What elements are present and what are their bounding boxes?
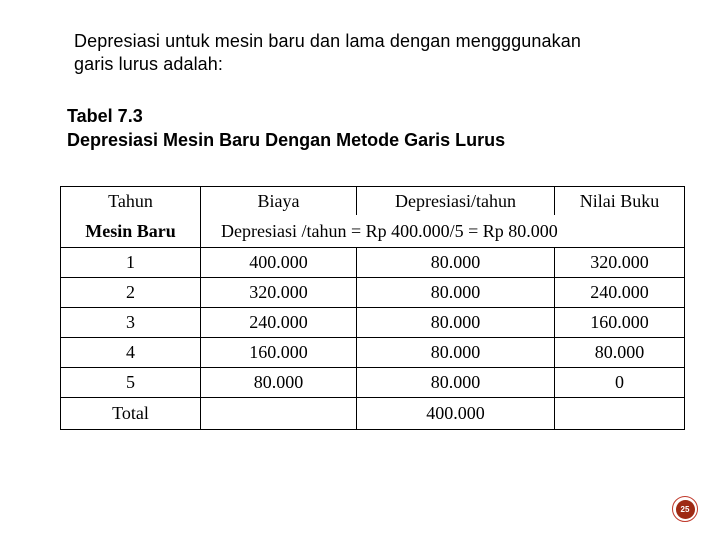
cell-biaya: 320.000 bbox=[201, 278, 357, 308]
cell-depresiasi: 80.000 bbox=[357, 278, 555, 308]
mesin-baru-row bbox=[61, 215, 685, 248]
cell-depresiasi: 80.000 bbox=[357, 248, 555, 278]
header-tahun: Tahun bbox=[61, 187, 201, 216]
cell-biaya: 400.000 bbox=[201, 248, 357, 278]
table-row bbox=[61, 368, 685, 398]
total-biaya bbox=[201, 398, 357, 430]
cell-nilai-buku: 160.000 bbox=[555, 308, 685, 338]
cell-tahun: 5 bbox=[61, 368, 201, 398]
cell-biaya: 160.000 bbox=[201, 338, 357, 368]
table-label: Tabel 7.3 bbox=[67, 106, 143, 126]
cell-tahun: 4 bbox=[61, 338, 201, 368]
intro-line-1: Depresiasi untuk mesin baru dan lama dengan mengggunakan bbox=[74, 31, 581, 51]
total-label: Total bbox=[61, 398, 201, 430]
cell-tahun: 2 bbox=[61, 278, 201, 308]
cell-nilai-buku: 0 bbox=[555, 368, 685, 398]
header-depresiasi: Depresiasi/tahun bbox=[357, 187, 555, 216]
table-row bbox=[61, 278, 685, 308]
page-number-badge bbox=[672, 496, 698, 522]
cell-depresiasi: 80.000 bbox=[357, 338, 555, 368]
cell-nilai-buku: 320.000 bbox=[555, 248, 685, 278]
cell-tahun: 3 bbox=[61, 308, 201, 338]
intro-line-2: garis lurus adalah: bbox=[74, 54, 223, 74]
table-caption bbox=[67, 104, 687, 152]
cell-depresiasi: 80.000 bbox=[357, 308, 555, 338]
header-nilai-buku: Nilai Buku bbox=[555, 187, 685, 216]
intro-text bbox=[74, 30, 674, 76]
table-title: Depresiasi Mesin Baru Dengan Metode Garis Lurus bbox=[67, 130, 506, 150]
cell-depresiasi: 80.000 bbox=[357, 368, 555, 398]
table-header-row bbox=[61, 187, 685, 216]
table-row bbox=[61, 308, 685, 338]
depreciation-table bbox=[60, 186, 685, 430]
header-biaya: Biaya bbox=[201, 187, 357, 216]
depreciation-formula: Depresiasi /tahun = Rp 400.000/5 = Rp 80.000 bbox=[201, 215, 685, 248]
table-row bbox=[61, 248, 685, 278]
cell-tahun: 1 bbox=[61, 248, 201, 278]
page-number: 25 bbox=[676, 500, 695, 519]
cell-biaya: 80.000 bbox=[201, 368, 357, 398]
total-depresiasi: 400.000 bbox=[357, 398, 555, 430]
cell-biaya: 240.000 bbox=[201, 308, 357, 338]
total-nilai-buku bbox=[555, 398, 685, 430]
cell-nilai-buku: 240.000 bbox=[555, 278, 685, 308]
cell-nilai-buku: 80.000 bbox=[555, 338, 685, 368]
table-row bbox=[61, 338, 685, 368]
total-row bbox=[61, 398, 685, 430]
mesin-baru-label: Mesin Baru bbox=[61, 215, 201, 248]
